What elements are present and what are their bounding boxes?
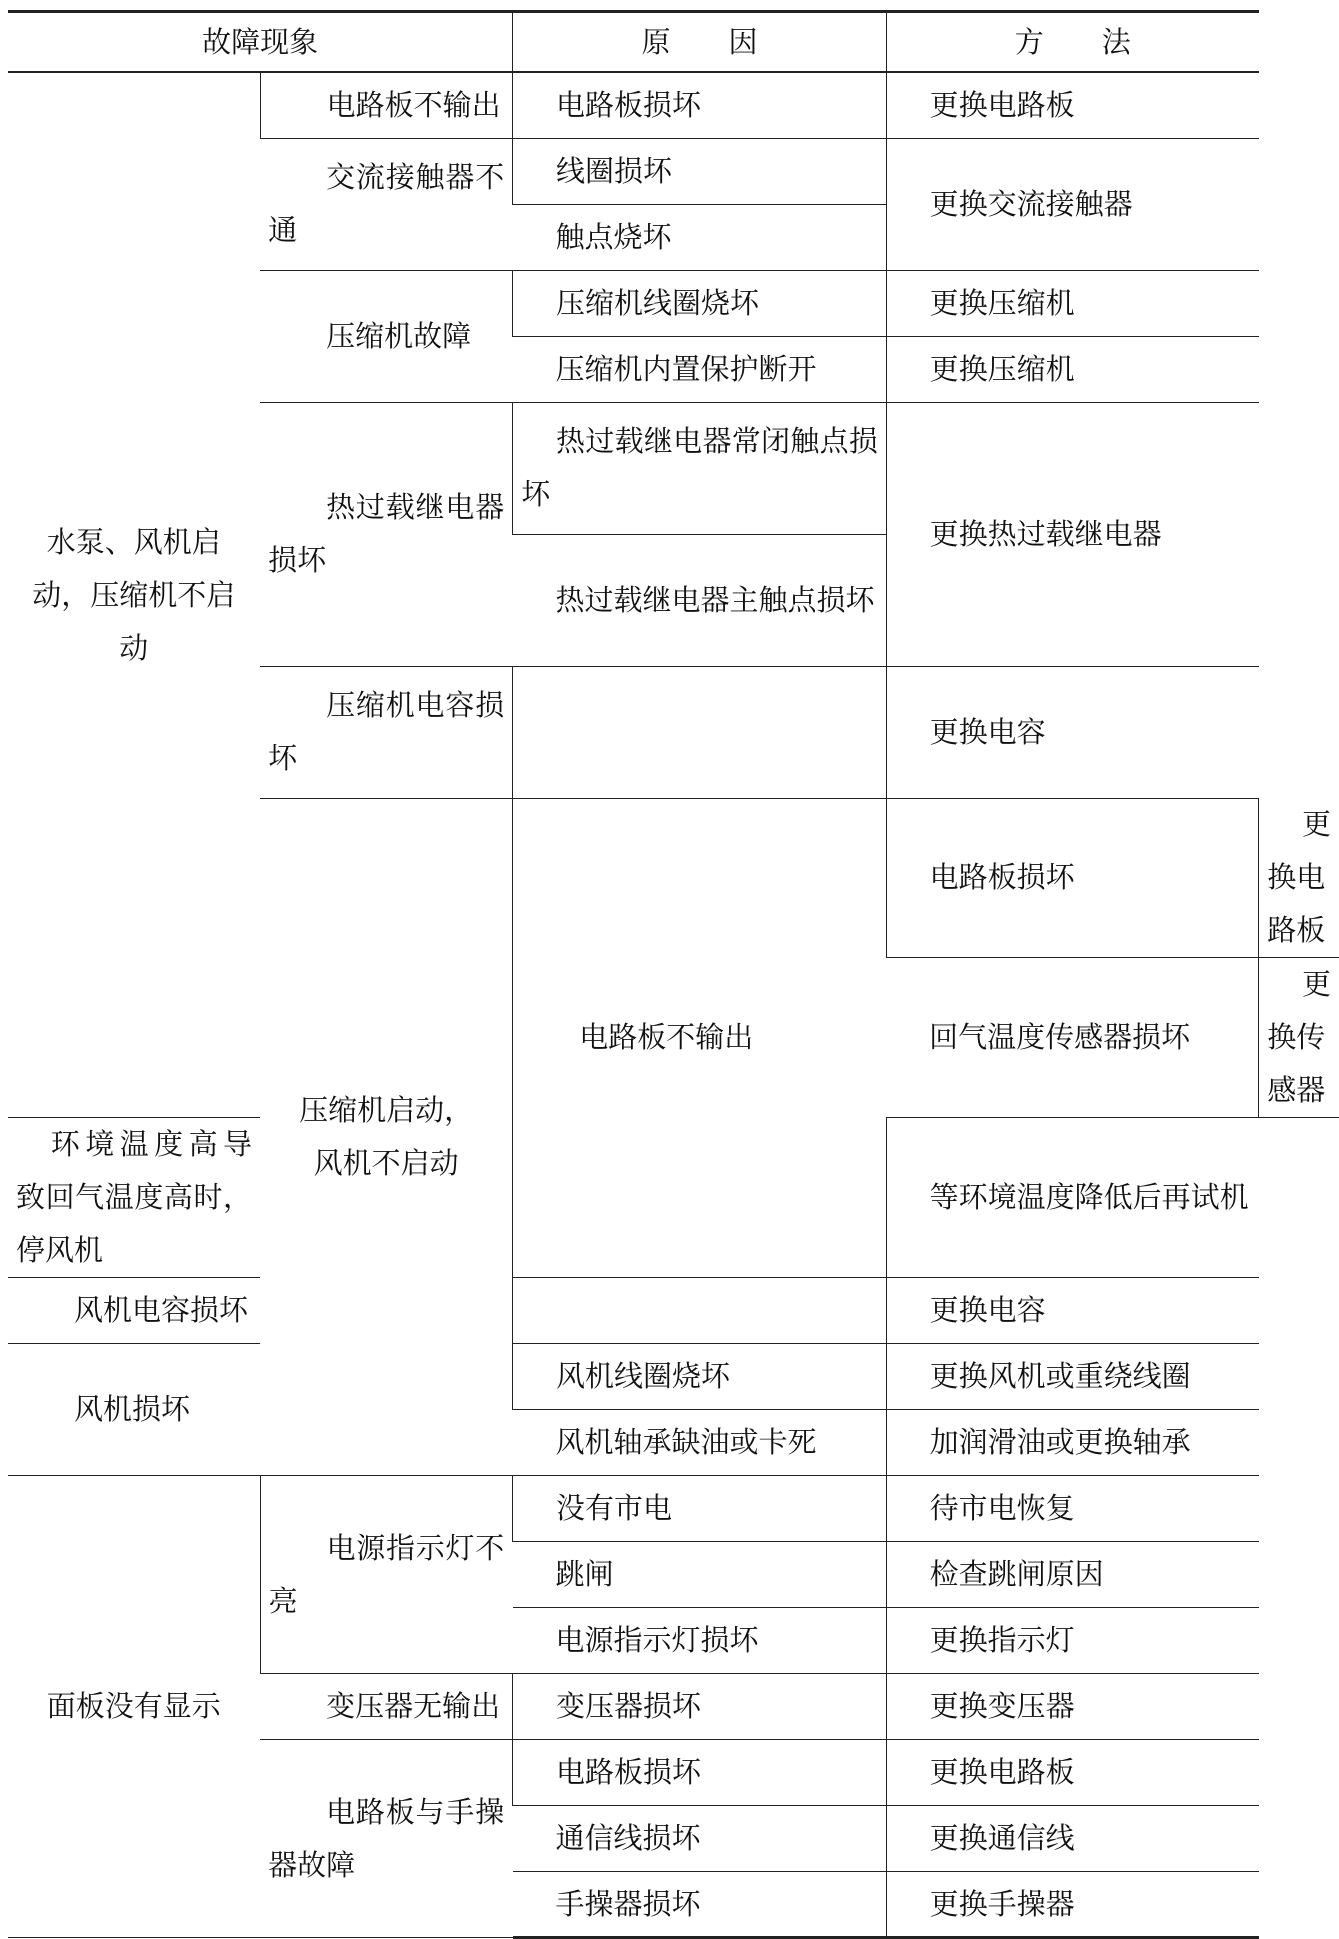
method-cell: 检查跳闸原因	[886, 1542, 1258, 1608]
method-cell: 更换交流接触器	[886, 138, 1258, 270]
cause-cell: 回气温度传感器损坏	[886, 958, 1258, 1118]
fault-cell: 风机损坏	[8, 1344, 260, 1476]
cause-cell: 压缩机内置保护断开	[513, 336, 887, 402]
symptom-cell: 面板没有显示	[8, 1476, 260, 1938]
method-cell: 更换电容	[886, 666, 1258, 798]
fault-cell: 压缩机电容损坏	[260, 666, 513, 798]
method-cell: 更换变压器	[886, 1674, 1258, 1740]
fault-cell: 电路板与手操器故障	[260, 1740, 513, 1938]
method-cell: 加润滑油或更换轴承	[886, 1410, 1258, 1476]
cause-cell: 线圈损坏	[513, 138, 887, 204]
method-cell: 更换通信线	[886, 1806, 1258, 1872]
method-cell: 更换电容	[886, 1278, 1258, 1344]
table-row	[8, 72, 1339, 138]
method-cell: 更换传感器	[1259, 958, 1339, 1118]
fault-cell: 热过载继电器损坏	[260, 402, 513, 666]
cause-cell: 电路板损坏	[513, 1740, 887, 1806]
table-row	[8, 1344, 1339, 1410]
method-cell: 待市电恢复	[886, 1476, 1258, 1542]
table-row	[8, 1476, 1339, 1542]
cause-cell: 跳闸	[513, 1542, 887, 1608]
cause-cell: 热过载继电器主触点损坏	[513, 534, 887, 666]
header-method: 方 法	[886, 12, 1258, 73]
method-cell: 更换电路板	[886, 1740, 1258, 1806]
cause-cell: 触点烧坏	[513, 204, 887, 270]
fault-cell: 电路板不输出	[513, 798, 887, 1278]
method-cell: 更换指示灯	[886, 1608, 1258, 1674]
header-cause: 原 因	[513, 12, 887, 73]
cause-cell: 风机轴承缺油或卡死	[513, 1410, 887, 1476]
fault-table	[8, 10, 1339, 1939]
header-row	[8, 12, 1339, 73]
symptom-cell: 水泵、风机启动，压缩机不启动	[8, 72, 260, 1118]
method-cell: 等环境温度降低后再试机	[886, 1118, 1258, 1278]
method-cell: 更换热过载继电器	[886, 402, 1258, 666]
cause-cell: 通信线损坏	[513, 1806, 887, 1872]
cause-cell: 变压器损坏	[513, 1674, 887, 1740]
symptom-cell: 压缩机启动，风机不启动	[260, 798, 513, 1476]
cause-cell: 没有市电	[513, 1476, 887, 1542]
cause-cell: 压缩机线圈烧坏	[513, 270, 887, 336]
fault-cell: 压缩机故障	[260, 270, 513, 402]
fault-cell: 风机电容损坏	[8, 1278, 260, 1344]
cause-cell: 电路板损坏	[886, 798, 1258, 958]
header-symptom: 故障现象	[8, 12, 513, 73]
cause-cell: 环境温度高导致回气温度高时，停风机	[8, 1118, 260, 1278]
method-cell: 更换电路板	[1259, 798, 1339, 958]
cause-cell	[513, 666, 887, 798]
cause-cell: 手操器损坏	[513, 1872, 887, 1938]
method-cell: 更换电路板	[886, 72, 1258, 138]
method-cell: 更换风机或重绕线圈	[886, 1344, 1258, 1410]
fault-cell: 变压器无输出	[260, 1674, 513, 1740]
cause-cell: 热过载继电器常闭触点损坏	[513, 402, 887, 534]
method-cell: 更换压缩机	[886, 270, 1258, 336]
cause-cell: 风机线圈烧坏	[513, 1344, 887, 1410]
cause-cell: 电路板损坏	[513, 72, 887, 138]
method-cell: 更换压缩机	[886, 336, 1258, 402]
method-cell: 更换手操器	[886, 1872, 1258, 1938]
fault-cell: 交流接触器不通	[260, 138, 513, 270]
fault-cell: 电路板不输出	[260, 72, 513, 138]
fault-cell: 电源指示灯不亮	[260, 1476, 513, 1674]
cause-cell: 电源指示灯损坏	[513, 1608, 887, 1674]
table-row	[8, 1278, 1339, 1344]
cause-cell	[513, 1278, 887, 1344]
